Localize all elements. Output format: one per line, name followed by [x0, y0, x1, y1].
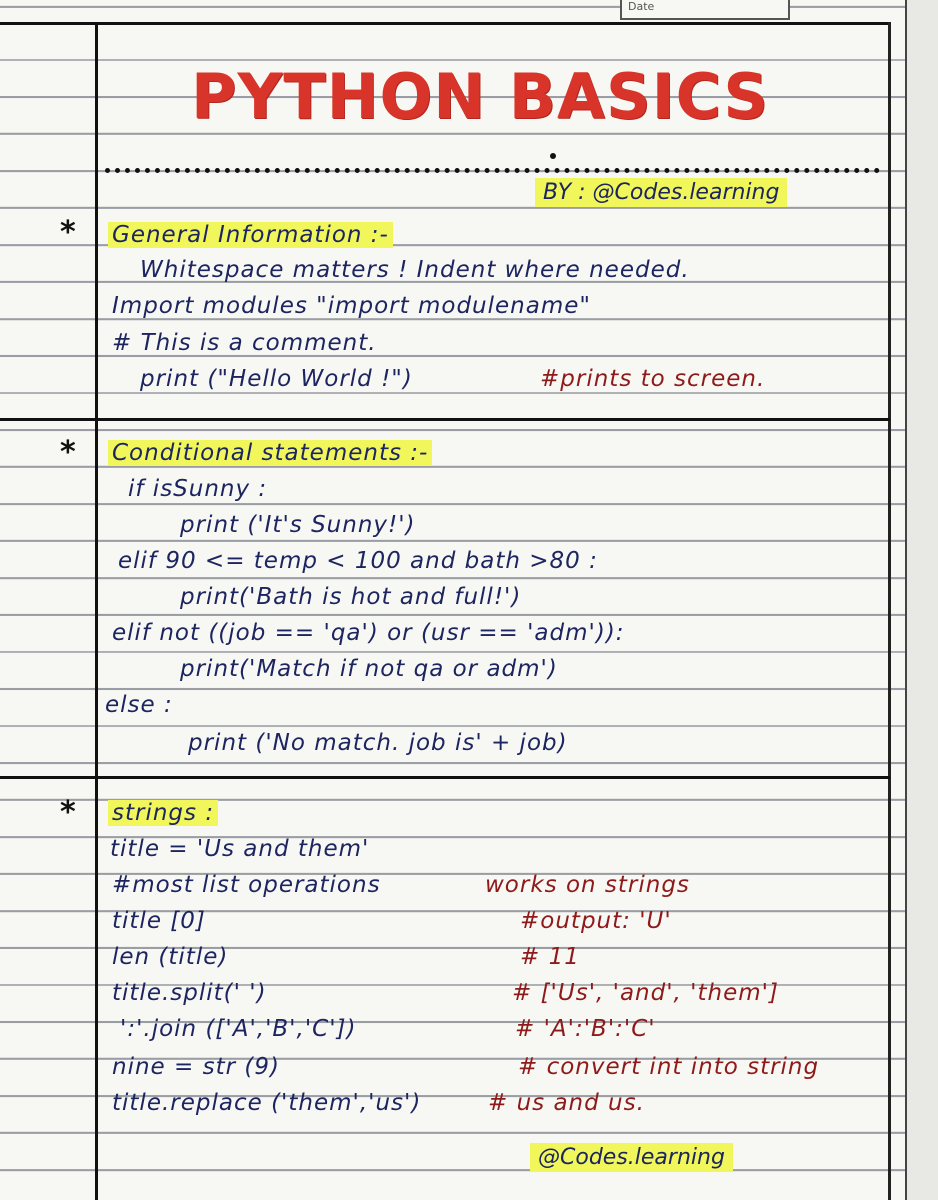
page-edge — [905, 0, 938, 1200]
conditional-line: print ('It's Sunny!') — [180, 512, 416, 538]
dotted-divider — [105, 168, 880, 173]
strings-code: nine = str (9) — [112, 1054, 280, 1080]
bullet-star-icon: * — [60, 435, 76, 470]
strings-comment: # convert int into string — [518, 1054, 820, 1080]
byline: BY : @Codes.learning — [535, 178, 787, 207]
strings-code: title.replace ('them','us') — [112, 1090, 422, 1116]
strings-comment: # 11 — [520, 944, 580, 970]
footer-handle: @Codes.learning — [530, 1143, 733, 1172]
strings-comment: # 'A':'B':'C' — [515, 1016, 656, 1042]
general-comment: #prints to screen. — [540, 366, 766, 392]
bullet-star-icon: * — [60, 795, 76, 830]
right-rule — [888, 22, 891, 1200]
strings-heading: strings : — [108, 800, 218, 826]
date-label: Date — [628, 0, 655, 13]
general-heading: General Information :- — [108, 222, 393, 248]
conditional-line: print('Match if not qa or adm') — [180, 656, 558, 682]
page-title: PYTHON BASICS — [191, 60, 769, 133]
conditional-line: else : — [105, 692, 173, 718]
date-box — [620, 0, 790, 20]
conditional-line: if isSunny : — [128, 476, 268, 502]
ink-dot — [550, 153, 556, 159]
strings-comment: # us and us. — [488, 1090, 645, 1116]
strings-code: ':'.join (['A','B','C']) — [120, 1016, 357, 1042]
conditional-heading: Conditional statements :- — [108, 440, 432, 466]
strings-code: title [0] — [112, 908, 206, 934]
strings-code: title.split(' ') — [112, 980, 267, 1006]
general-line: Import modules "import modulename" — [112, 293, 591, 319]
general-line: Whitespace matters ! Indent where needed. — [140, 257, 690, 283]
margin-line — [95, 22, 98, 1200]
section-divider — [0, 418, 890, 421]
general-line: print ("Hello World !") — [140, 366, 413, 392]
conditional-line: elif not ((job == 'qa') or (usr == 'adm')): — [112, 620, 625, 646]
strings-comment: #output: 'U' — [520, 908, 672, 934]
conditional-line: print ('No match. job is' + job) — [188, 730, 568, 756]
conditional-line: print('Bath is hot and full!') — [180, 584, 522, 610]
strings-line: title = 'Us and them' — [110, 836, 370, 862]
strings-line: #most list operations — [112, 872, 381, 898]
bullet-star-icon: * — [60, 215, 76, 250]
strings-code: len (title) — [112, 944, 229, 970]
strings-line: works on strings — [485, 872, 690, 898]
top-rule — [0, 22, 890, 25]
section-divider — [0, 776, 890, 779]
conditional-line: elif 90 <= temp < 100 and bath >80 : — [118, 548, 598, 574]
general-line: # This is a comment. — [112, 330, 377, 356]
strings-comment: # ['Us', 'and', 'them'] — [512, 980, 779, 1006]
